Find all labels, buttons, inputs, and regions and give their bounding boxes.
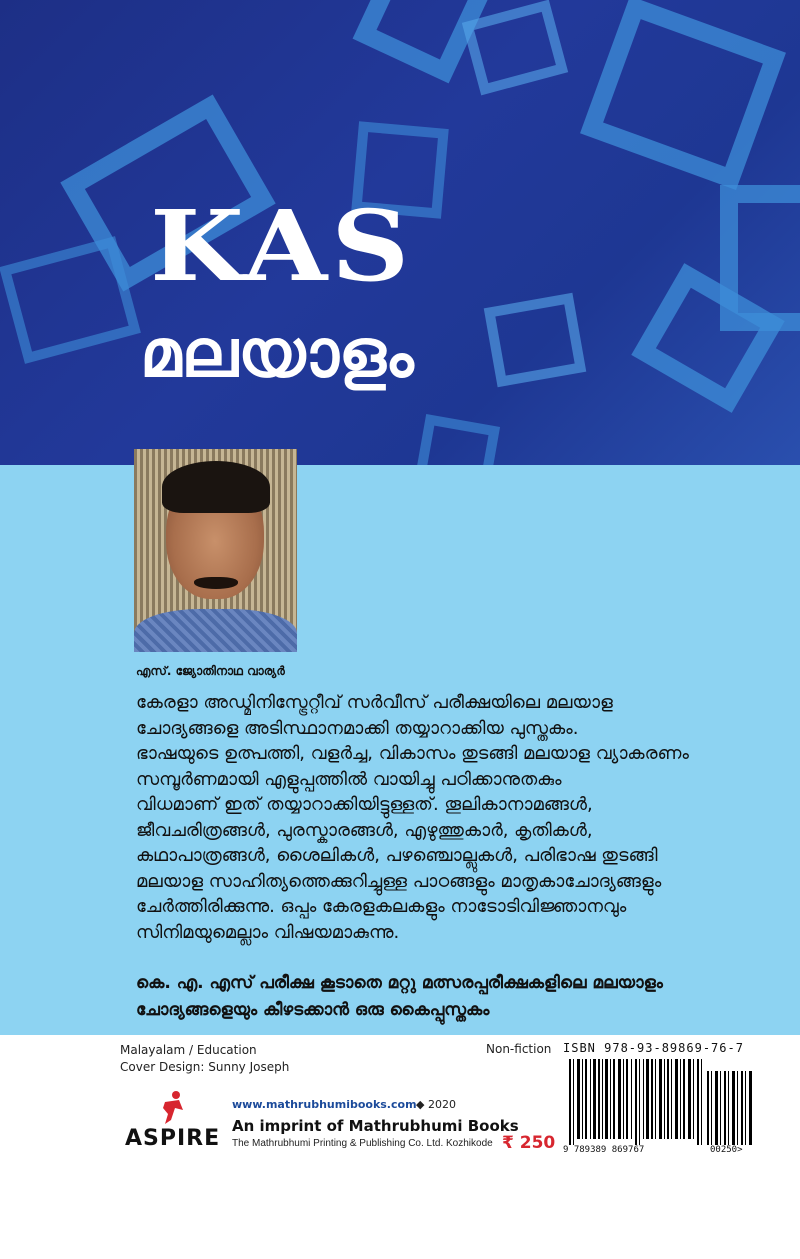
author-name: എസ്. ജ്യോതിനാഥ വാര്യർ [136,664,285,678]
description-line: ചോദ്യങ്ങളെ അടിസ്ഥാനമാക്കി തയ്യാറാക്കിയ പുസ്തകം. [136,717,579,739]
decorative-square [0,236,141,364]
book-category: Malayalam / Education [120,1043,257,1057]
description-line: കേരളാ അഡ്മിനിസ്ട്രേറ്റീവ് സർവീസ് പരീക്ഷയിലെ മലയാള [136,692,613,713]
description-line: ചേർത്തിരിക്കുന്നു. ഒപ്പം കേരളകലകളും നാടോടിവിജ്ഞാനവും [136,896,627,917]
book-meta [120,1042,289,1076]
decorative-square [484,293,587,387]
barcode [563,1041,757,1161]
isbn-text: ISBN 978-93-89869-76-7 [563,1041,744,1055]
price-label: ₹ 250 [502,1133,556,1153]
barcode-bars [569,1059,705,1145]
decorative-square [415,414,500,465]
barcode-addon-digits: 00250> [710,1145,743,1155]
description-line: സമ്പൂർണമായി എളുപ്പത്തിൽ വായിച്ചു പഠിക്കാനുതകും [136,768,562,790]
imprint-line: An imprint of Mathrubhumi Books [232,1117,519,1135]
description-line: ജീവചരിത്രങ്ങൾ, പുരസ്കാരങ്ങൾ, എഴുത്തുകാർ, കൃതികൾ, [136,819,593,841]
author-photo [134,449,297,652]
book-description [136,690,736,945]
runner-icon [159,1090,187,1126]
description-line: കഥാപാത്രങ്ങൾ, ശൈലികൾ, പഴഞ്ചൊല്ലുകൾ, പരിഭാഷ തുടങ്ങി [136,845,658,866]
title-malayalam: മലയാളം [140,315,414,392]
title-kas: KAS [150,189,414,304]
description-line: ഭാഷയുടെ ഉത്പത്തി, വളർച്ച, വികാസം തുടങ്ങി മലയാള വ്യാകരണം [136,743,689,764]
cover-designer: Cover Design: Sunny Joseph [120,1060,290,1074]
aspire-logo [125,1090,221,1152]
description-line: സിനിമയുമെല്ലാം വിഷയമാകുന്നു. [136,921,400,943]
tagline-line: കെ. എ. എസ് പരീക്ഷ കൂടാതെ മറ്റു മത്സരപ്പരീക്ഷകളിലെ മലയാളം [136,973,663,993]
publication-year: ◆ 2020 [416,1098,456,1111]
barcode-digits: 9 789389 869767 [563,1145,645,1155]
description-line: മലയാള സാഹിത്യത്തെക്കുറിച്ചുള്ള പാഠങ്ങളും മാതൃകാചോദ്യങ്ങളും [136,870,662,892]
decorative-square [580,0,786,190]
cover-top-band [0,0,800,465]
publisher-line: The Mathrubhumi Printing & Publishing Co. Ltd. Kozhikode [232,1138,493,1149]
barcode-addon-bars [707,1071,755,1145]
tagline-line: ചോദ്യങ്ങളെയും കീഴടക്കാൻ ഒരു കൈപ്പുസ്തകം [136,1000,490,1020]
bottom-margin [0,1165,800,1259]
aspire-logo-text: ASPIRE [125,1126,221,1151]
publisher-website[interactable]: www.mathrubhumibooks.com [232,1098,417,1111]
description-line: വിധമാണ് ഇത് തയ്യാറാക്കിയിട്ടുള്ളത്. തൂലികാനാമങ്ങൾ, [136,794,593,815]
book-tagline [136,970,736,1024]
book-genre: Non-fiction [486,1042,552,1056]
